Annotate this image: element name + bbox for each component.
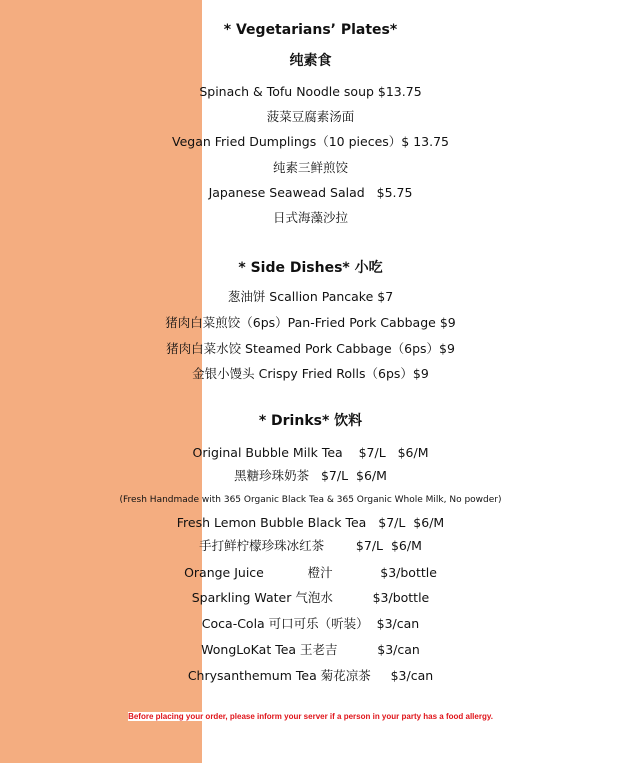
vegetarian-heading-cn: 纯素食 <box>289 53 332 69</box>
menu-item: 猪肉白菜煎饺（6ps）Pan-Fried Pork Cabbage $9 <box>165 315 456 330</box>
menu-item: 猪肉白菜水饺 Steamed Pork Cabbage（6ps）$9 <box>166 341 455 356</box>
drink-item: Orange Juice 橙汁 $3/bottle <box>184 565 437 580</box>
drink-item: Original Bubble Milk Tea $7/L $6/M <box>192 445 429 460</box>
menu-item: Vegan Fried Dumplings（10 pieces）$ 13.75 <box>172 134 449 149</box>
menu-item: 葱油饼 Scallion Pancake $7 <box>227 289 394 304</box>
allergy-notice-text: Before placing your order, please inform your server if a person in your party has a food allergy. <box>128 712 493 721</box>
drinks-note: (Fresh Handmade with 365 Organic Black Tea & 365 Organic Whole Milk, No powder) <box>119 495 502 505</box>
drinks-heading: * Drinks* 饮料 <box>258 413 363 429</box>
drink-item: 手打鲜柠檬珍珠冰红茶 $7/L $6/M <box>199 538 422 553</box>
menu-item: 日式海藻沙拉 <box>272 210 348 225</box>
menu-item: Japanese Seawead Salad $5.75 <box>208 185 413 200</box>
drink-item: Chrysanthemum Tea 菊花凉茶 $3/can <box>187 668 434 683</box>
vegetarian-heading: * Vegetarians’ Plates* <box>223 22 398 38</box>
menu-item: Spinach & Tofu Noodle soup $13.75 <box>199 84 422 99</box>
drink-item: Fresh Lemon Bubble Black Tea $7/L $6/M <box>176 515 445 530</box>
menu-item: 菠菜豆腐素汤面 <box>266 109 355 124</box>
sides-heading: * Side Dishes* 小吃 <box>238 260 383 276</box>
drink-item: Sparkling Water 气泡水 $3/bottle <box>191 590 430 605</box>
allergy-notice <box>0 708 621 726</box>
drink-item: WongLoKat Tea 王老吉 $3/can <box>201 642 420 657</box>
drink-item: Coca-Cola 可口可乐（听装） $3/can <box>201 616 420 631</box>
menu-item: 金银小馒头 Crispy Fried Rolls（6ps）$9 <box>192 366 429 381</box>
drink-item: 黑糖珍珠奶茶 $7/L $6/M <box>234 468 387 483</box>
menu-item: 纯素三鲜煎饺 <box>272 160 348 175</box>
